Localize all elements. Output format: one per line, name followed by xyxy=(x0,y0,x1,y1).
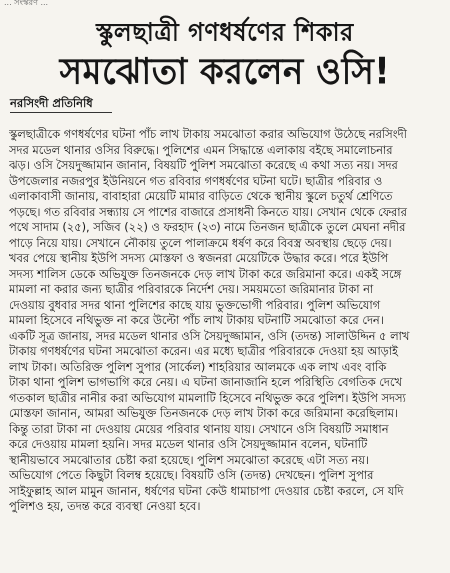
top-strip-text: ... সংস্করণ ... xyxy=(4,0,49,7)
article-line: টাকায় গণধর্ষণের ঘটনা সমঝোতা করেন। এর মধ্যে ছাত্রীর পরিবারকে দেওয়া হয় আড়াই xyxy=(9,344,398,358)
article-line: গতকাল ছাত্রীর নানীর করা অভিযোগ মামলাটি হিসেবে নথিভুক্ত করে পুলিশ। ইউপি সদস্য xyxy=(9,390,406,405)
article-line: এলাকাবাসী জানায়, বাবাহারা মেয়েটি মামার বাড়িতে থেকে স্থানীয় স্কুলে চতুর্থ শ্রেণিতে xyxy=(9,189,393,203)
article-line: স্থানীয়ভাবে সমঝোতার চেষ্টা করা হয়েছে। পুলিশ সমঝোতা করেছে এটা সত্য নয়। xyxy=(9,452,370,467)
article-line: পুলিশও হয়, তদন্ত করে ব্যবস্থা নেওয়া হবে। xyxy=(9,499,201,513)
top-strip xyxy=(0,0,450,12)
article-line: সাইফুল্লাহ আল মামুন জানান, ধর্ষণের ঘটনা কেউ ধামাচাপা দেওয়ার চেষ্টা করলে, সে যদি xyxy=(9,483,404,498)
article-line: মোস্তফা জানান, আমরা অভিযুক্ত তিনজনকে দেড় লাখ টাকা করে জরিমানা করেছিলাম। xyxy=(9,406,399,420)
article-line: স্কুলছাত্রীকে গণধর্ষণের ঘটনা পাঁচ লাখ টাকায় সমঝোতা করার অভিযোগ উঠেছে নরসিংদী xyxy=(9,127,407,141)
article-line: অভিযোগ পেতে কিছুটা বিলম্ব হয়েছে। বিষয়টি ওসি (তদন্ত) দেখছেন। পুলিশ সুপার xyxy=(9,468,374,482)
article-line: কিন্তু তারা টাকা না দেওয়ায় মেয়ের পরিবার থানায় যায়। সেখানে ওসি বিষয়টি সমাধান xyxy=(9,421,389,436)
article-line: লাখ টাকা। অতিরিক্ত পুলিশ সুপার (সার্কেল) শাহরিয়ার আলমকে এক লাখ এবং বাকি xyxy=(9,359,387,374)
article-body xyxy=(9,127,440,515)
article-line: টাকা থানা পুলিশ ভাগভাগি করে নেয়। এ ঘটনা জানাজানি হলে পরিস্থিতি বেগতিক দেখে xyxy=(9,375,402,389)
article-line: মামলা হিসেবে নথিভুক্ত না করে উল্টো পাঁচ লাখ টাকায় ঘটনাটি সমঝোতা করে দেন। xyxy=(9,313,384,327)
article-line: সদর মডেল থানার ওসির বিরুদ্ধে। পুলিশের এমন সিদ্ধান্তে এলাকায় বইছে সমালোচনার xyxy=(9,142,393,157)
byline: নরসিংদী প্রতিনিধি xyxy=(10,96,93,110)
headline-line-2: সমঝোতা করলেন ওসি! xyxy=(59,50,391,94)
article-line: উপজেলার নজরপুর ইউনিয়নে গত রবিবার গণধর্ষণের ঘটনা ঘটে। ছাত্রীর পরিবার ও xyxy=(9,173,383,188)
article-line: একটি সূত্র জানায়, সদর মডেল থানার ওসি সৈয়দুজ্জামান, ওসি (তদন্ত) সালাউদ্দিন ৫ লাখ xyxy=(9,328,410,343)
article-line: ঝড়। ওসি সৈয়দুজ্জামান জানান, বিষয়টি পুলিশ সমঝোতা করেছে এ কথা সত্য নয়। সদর xyxy=(9,158,398,172)
article-line: পথে সাদাম (২৫), সজিব (২২) ও ফরহাদ (২৩) নামে তিনজন ছাত্রীকে তুলে মেঘনা নদীর xyxy=(9,220,406,234)
article-line: পড়ছে। গত রবিবার সন্ধ্যায় সে পাশের বাজারে প্রসাধনী কিনতে যায়। সেখান থেকে ফেরার xyxy=(9,204,407,219)
article-line: দেওয়ায় বুধবার সদর থানা পুলিশের কাছে যায় ভুক্তভোগী পরিবার। পুলিশ অভিযোগ xyxy=(9,297,381,312)
article-line: খবর পেয়ে স্থানীয় ইউপি সদস্য মোস্তফা ও স্বজনরা মেয়েটিকে উদ্ধার করে। পরে ইউপি xyxy=(9,251,389,265)
byline-divider xyxy=(10,112,112,113)
article-line: করে দেওয়ায় মামলা হয়নি। সদর মডেল থানার ওসি সৈয়দুজ্জামান বলেন, ঘটনাটি xyxy=(9,437,368,451)
article-line: পাড়ে নিয়ে যায়। সেখানে নৌকায় তুলে পালাক্রমে ধর্ষণ করে বিবস্ত্র অবস্থায় ছেড়ে দেয়। xyxy=(9,235,392,250)
article-line: মামলা না করার জন্য ছাত্রীর পরিবারকে নির্দেশ দেয়। সময়মতো জরিমানার টাকা না xyxy=(9,282,374,296)
headline-line-1: স্কুলছাত্রী গণধর্ষণের শিকার xyxy=(96,17,354,47)
article-line: সদস্য শালিস ডেকে অভিযুক্ত তিনজনকে দেড় লাখ টাকা করে জরিমানা করে। একই সঙ্গে xyxy=(9,266,402,281)
